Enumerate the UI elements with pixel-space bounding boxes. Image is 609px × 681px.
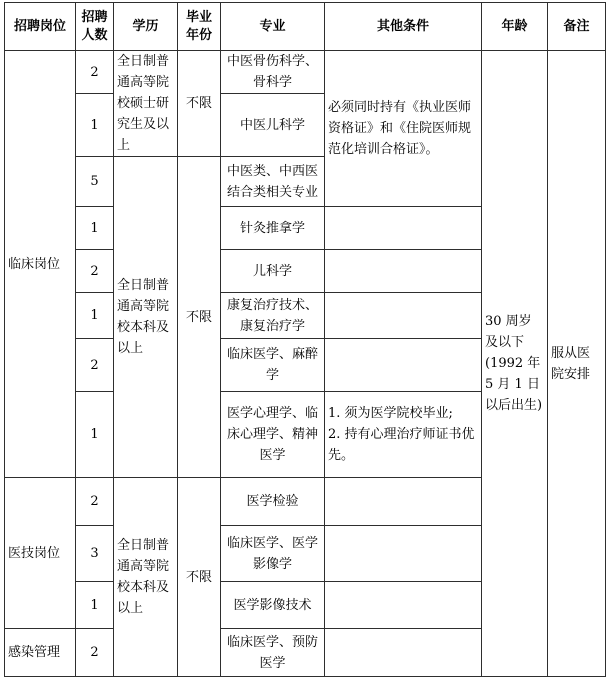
conditions-cell: [325, 339, 482, 392]
major-cell: 临床医学、医学影像学: [221, 526, 325, 582]
count-cell: 1: [76, 582, 114, 629]
count-cell: 2: [76, 629, 114, 677]
header-count-text: 招聘 人数: [81, 9, 108, 43]
major-cell: 临床医学、麻醉学: [221, 339, 325, 392]
header-row: [5, 3, 606, 51]
conditions-cell: [325, 250, 482, 293]
count-cell: 2: [76, 339, 114, 392]
header-grad-year: [178, 3, 221, 51]
age-cell: 30 周岁及以下(1992 年 5 月 1 日以后出生): [482, 51, 548, 677]
count-cell: 1: [76, 293, 114, 339]
conditions-cell: [325, 293, 482, 339]
conditions-cell: 必须同时持有《执业医师资格证》和《住院医师规范化培训合格证》。: [325, 51, 482, 207]
count-cell: 5: [76, 157, 114, 207]
count-cell: 1: [76, 207, 114, 250]
major-cell: 中医儿科学: [221, 94, 325, 157]
header-count: [76, 3, 114, 51]
major-cell: 康复治疗技术、康复治疗学: [221, 293, 325, 339]
count-cell: 3: [76, 526, 114, 582]
major-cell: 医学影像技术: [221, 582, 325, 629]
header-education: 学历: [114, 3, 178, 51]
conditions-cell: [325, 478, 482, 526]
major-cell: 针灸推拿学: [221, 207, 325, 250]
education-cell: 全日制普通高等院校本科及以上: [114, 478, 178, 677]
condition-line: 1. 须为医学院校毕业;: [328, 406, 453, 421]
count-cell: 1: [76, 392, 114, 478]
grad-year-cell: 不限: [178, 157, 221, 478]
recruitment-table: [4, 2, 606, 677]
major-cell: 中医骨伤科学、骨科学: [221, 51, 325, 94]
position-cell: 临床岗位: [5, 51, 76, 478]
header-position: 招聘岗位: [5, 3, 76, 51]
conditions-cell: [325, 582, 482, 629]
position-cell: 感染管理: [5, 629, 76, 677]
major-cell: 儿科学: [221, 250, 325, 293]
table-row: [5, 51, 606, 94]
major-cell: 临床医学、预防医学: [221, 629, 325, 677]
remark-cell: 服从医院安排: [548, 51, 606, 677]
grad-year-cell: 不限: [178, 51, 221, 157]
conditions-cell: [325, 392, 482, 478]
position-cell: 医技岗位: [5, 478, 76, 629]
major-cell: 医学心理学、临床心理学、精神医学: [221, 392, 325, 478]
grad-year-cell: 不限: [178, 478, 221, 677]
header-conditions: 其他条件: [325, 3, 482, 51]
major-cell: 医学检验: [221, 478, 325, 526]
count-cell: 2: [76, 51, 114, 94]
count-cell: 2: [76, 250, 114, 293]
header-major: 专业: [221, 3, 325, 51]
conditions-cell: [325, 526, 482, 582]
count-cell: 2: [76, 478, 114, 526]
education-cell: 全日制普通高等院校本科及以上: [114, 157, 178, 478]
header-remark: 备注: [548, 3, 606, 51]
header-age: 年龄: [482, 3, 548, 51]
header-grad-year-text: 毕业 年份: [185, 9, 212, 43]
condition-line: 2. 持有心理治疗师证书优先。: [328, 427, 475, 463]
conditions-cell: [325, 207, 482, 250]
conditions-cell: [325, 629, 482, 677]
education-cell: 全日制普通高等院校硕士研究生及以上: [114, 51, 178, 157]
major-cell: 中医类、中西医结合类相关专业: [221, 157, 325, 207]
count-cell: 1: [76, 94, 114, 157]
